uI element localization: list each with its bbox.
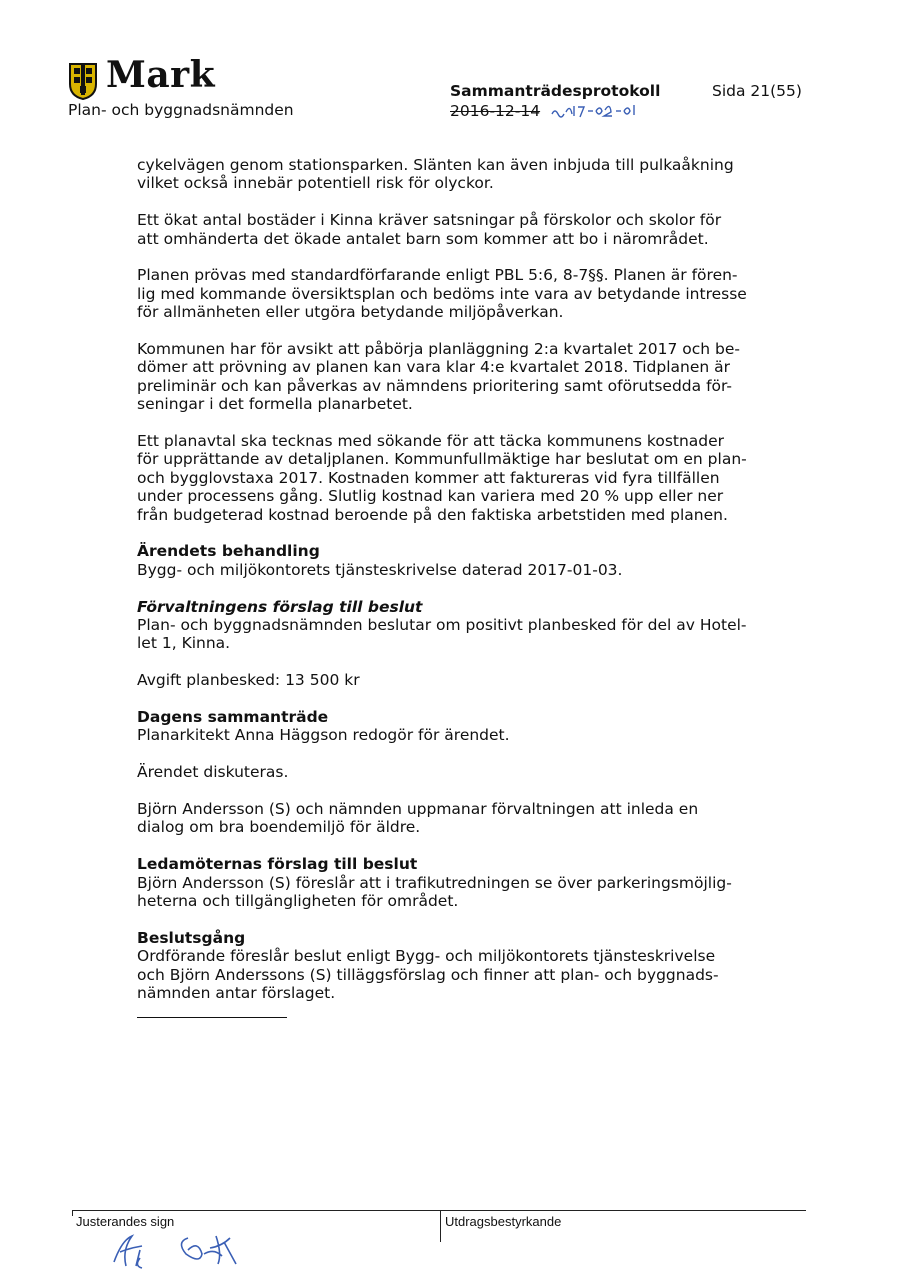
text-line: seningar i det formella planarbetet. [137,395,413,414]
document-type: Sammanträdesprotokoll [450,82,661,100]
text-line: dialog om bra boendemiljö för äldre. [137,818,421,837]
justerandes-sign-label: Justerandes sign [76,1214,175,1229]
department-name: Plan- och byggnadsnämnden [68,101,294,119]
paragraph [137,156,777,193]
section-ledamoternas-forslag [137,855,777,910]
section-heading: Ledamöternas förslag till beslut [137,855,418,874]
paragraph [137,800,777,837]
org-name: Mark [106,54,216,96]
text-line: cykelvägen genom stationsparken. Slänten kan även inbjuda till pulkaåkning [137,156,734,174]
text-line: och Björn Anderssons (S) tilläggsförslag och finner att plan- och byggnads- [137,965,719,984]
handwritten-date [550,100,640,120]
text-line: Ärendet diskuteras. [137,763,289,782]
paragraph [137,432,777,524]
text-line: lig med kommande översiktsplan och bedöms inte vara av betydande intresse [137,284,747,303]
paragraph [137,671,777,689]
text-line: under processens gång. Slutlig kostnad kan variera med 20 % upp eller ner [137,487,724,506]
paragraph [137,340,777,414]
text-line: dömer att prövning av planen kan vara klar 4:e kvartalet 2018. Tidplanen är [137,358,730,377]
text-line: Kommunen har för avsikt att påbörja planläggning 2:a kvartalet 2017 och be- [137,340,740,359]
text-line: Avgift planbesked: 13 500 kr [137,671,360,690]
text-line: Bygg- och miljökontorets tjänsteskrivelse daterad 2017-01-03. [137,560,623,579]
paragraph [137,947,777,1002]
end-divider [137,1017,287,1018]
footer-rule [72,1210,806,1211]
struck-date: 2016-12-14 [450,102,541,120]
page-header [0,0,910,140]
footer-separator [440,1210,441,1242]
text-line: vilket också innebär potentiell risk för olyckor. [137,174,494,193]
section-arendets-behandling [137,542,777,579]
text-line: heterna och tillgängligheten för området. [137,892,459,911]
section-beslutsgang [137,929,777,1003]
paragraph [137,763,777,781]
text-line: Björn Andersson (S) och nämnden uppmanar förvaltningen att inleda en [137,800,699,819]
document-body [137,156,777,1021]
section-heading: Ärendets behandling [137,542,320,561]
text-line: Björn Andersson (S) föreslår att i trafikutredningen se över parkeringsmöjlig- [137,873,732,892]
footer-left-tick [72,1210,73,1216]
utdragsbestyrkande-label: Utdragsbestyrkande [445,1214,562,1229]
text-line: Plan- och byggnadsnämnden beslutar om positivt planbesked för del av Hotel- [137,616,747,635]
text-line: för allmänheten eller utgöra betydande miljöpåverkan. [137,303,564,322]
text-line: nämnden antar förslaget. [137,984,336,1003]
paragraph [137,874,777,911]
text-line: Ett planavtal ska tecknas med sökande för att täcka kommunens kostnader [137,432,725,451]
section-heading: Förvaltningens förslag till beslut [137,597,423,616]
text-line: och bygglovstaxa 2017. Kostnaden kommer att faktureras vid fyra tillfällen [137,468,720,487]
section-forvaltningens-forslag [137,598,777,653]
text-line: Ett ökat antal bostäder i Kinna kräver satsningar på förskolor och skolor för [137,211,722,230]
paragraph [137,616,777,653]
paragraph [137,726,777,744]
text-line: let 1, Kinna. [137,634,231,653]
text-line: att omhänderta det ökade antalet barn som kommer att bo i närområdet. [137,229,709,248]
section-heading: Dagens sammanträde [137,708,329,727]
text-line: från budgeterad kostnad beroende på den faktiska arbetstiden med planen. [137,505,728,524]
handwritten-signature-icon [100,1222,260,1274]
page-number: Sida 21(55) [712,82,802,100]
paragraph [137,211,777,248]
text-line: preliminär och kan påverkas av nämndens prioritering samt oförutsedda för- [137,376,732,395]
text-line: Planarkitekt Anna Häggson redogör för ärendet. [137,726,510,745]
paragraph [137,561,777,579]
section-heading: Beslutsgång [137,928,246,947]
municipal-crest-icon [68,62,98,100]
text-line: Planen prövas med standardförfarande enligt PBL 5:6, 8-7§§. Planen är fören- [137,266,738,285]
section-dagens-sammantrade [137,708,777,745]
text-line: för upprättande av detaljplanen. Kommunfullmäktige har beslutat om en plan- [137,450,747,469]
text-line: Ordförande föreslår beslut enligt Bygg- och miljökontorets tjänsteskrivelse [137,947,716,966]
paragraph [137,266,777,321]
